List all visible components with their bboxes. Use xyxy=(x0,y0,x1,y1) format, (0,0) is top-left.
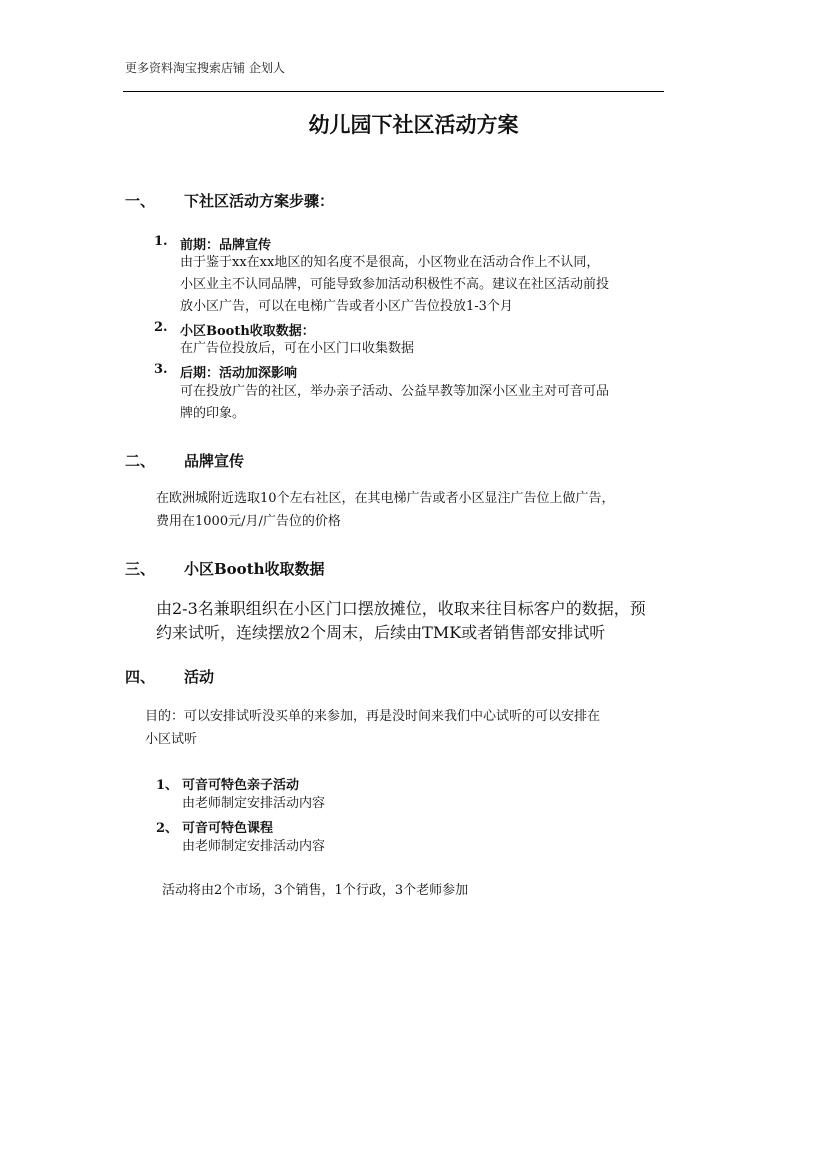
section-1-item-1-line-3: 放小区广告，可以在电梯广告或者小区广告位投放1-3个月 xyxy=(180,299,513,314)
section-4-item-1-label: 可音可特色亲子活动 xyxy=(182,778,300,793)
section-1-item-3-line-2: 牌的印象。 xyxy=(180,406,246,421)
section-4-number: 四、 xyxy=(125,668,156,686)
section-1-item-1-label: 前期：品牌宣传 xyxy=(180,238,272,253)
section-4-item-1-desc: 由老师制定安排活动内容 xyxy=(182,796,326,811)
section-4-item-1-number: 1、 xyxy=(156,778,179,793)
section-4-purpose-line-1: 目的：可以安排试听没买单的来参加，再是没时间来我们中心试听的可以安排在 xyxy=(145,709,601,724)
section-2-line-2: 费用在1000元/月/广告位的价格 xyxy=(156,514,341,529)
section-1-item-1-line-1: 由于鉴于xx在xx地区的知名度不是很高，小区物业在活动合作上不认同， xyxy=(180,255,600,270)
section-3-line-1: 由2-3名兼职组织在小区门口摆放摊位，收取来往目标客户的数据，预 xyxy=(156,599,646,618)
section-1-item-2-number: 2. xyxy=(154,320,168,335)
document-title: 幼儿园下社区活动方案 xyxy=(308,112,519,137)
section-1-item-3-label: 后期：活动加深影响 xyxy=(180,366,298,381)
section-4-item-2-label: 可音可特色课程 xyxy=(182,821,274,836)
section-4-purpose-line-2: 小区试听 xyxy=(145,732,198,747)
section-4-item-2-number: 2、 xyxy=(156,821,179,836)
section-1-item-2-label: 小区Booth收取数据： xyxy=(180,324,315,339)
section-1-item-3-number: 3. xyxy=(154,362,168,377)
section-1-item-3-line-1: 可在投放广告的社区，举办亲子活动、公益早教等加深小区业主对可音可品 xyxy=(180,384,610,399)
section-2-title: 品牌宣传 xyxy=(184,452,245,470)
section-2-line-1: 在欧洲城附近选取10个左右社区，在其电梯广告或者小区显注广告位上做广告， xyxy=(156,491,615,506)
header-divider xyxy=(123,91,664,92)
section-1-number: 一、 xyxy=(125,192,156,210)
section-3-title: 小区Booth收取数据 xyxy=(184,560,325,578)
section-4-item-2-desc: 由老师制定安排活动内容 xyxy=(182,839,326,854)
section-1-item-1-number: 1. xyxy=(154,234,168,249)
section-3-line-2: 约来试听，连续摆放2个周末，后续由TMK或者销售部安排试听 xyxy=(156,623,606,642)
section-1-item-2-line-1: 在广告位投放后，可在小区门口收集数据 xyxy=(180,341,415,356)
section-3-number: 三、 xyxy=(125,560,156,578)
page-header-text: 更多资料淘宝搜索店铺 企划人 xyxy=(125,61,285,75)
section-2-number: 二、 xyxy=(125,452,156,470)
section-4-title: 活动 xyxy=(184,668,215,686)
section-1-item-1-line-2: 小区业主不认同品牌，可能导致参加活动积极性不高。建议在社区活动前投 xyxy=(180,277,610,292)
section-4-closing-text: 活动将由2个市场，3个销售，1个行政，3个老师参加 xyxy=(162,883,469,898)
section-1-title: 下社区活动方案步骤： xyxy=(184,192,335,210)
